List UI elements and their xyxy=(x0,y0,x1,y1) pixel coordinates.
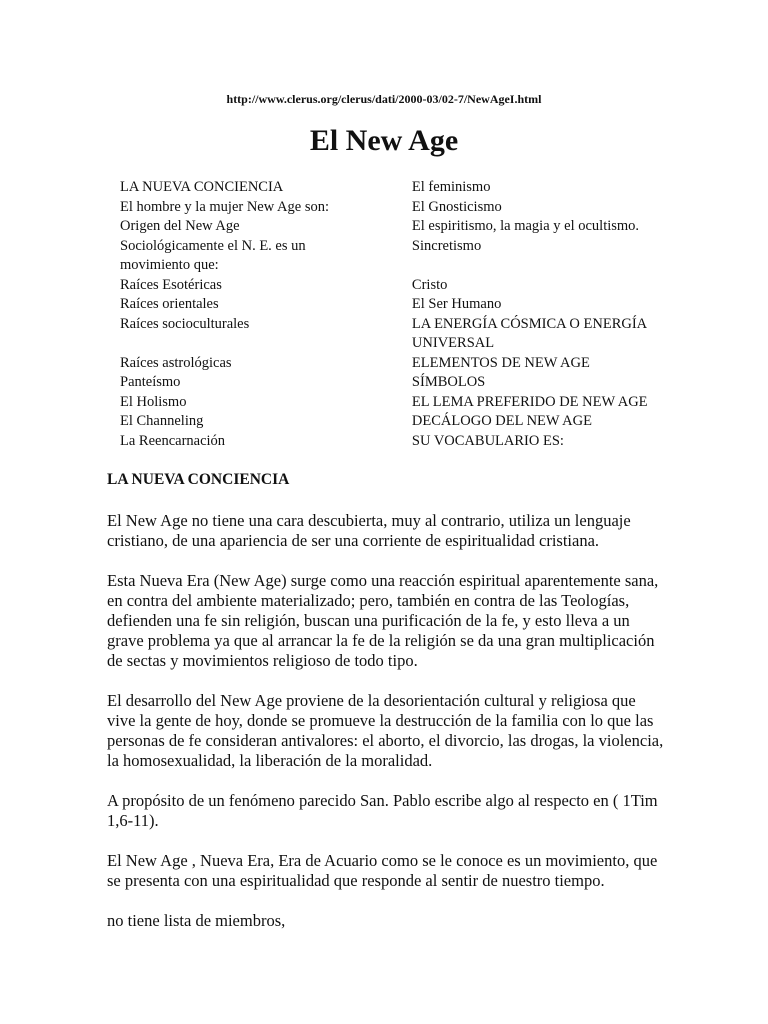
toc-item: El hombre y la mujer New Age son: xyxy=(120,198,329,215)
table-of-contents xyxy=(120,178,680,451)
toc-item: El Gnosticismo xyxy=(411,198,502,215)
source-url: http://www.clerus.org/clerus/dati/2000-03/02-7/NewAgeI.html xyxy=(226,92,542,106)
toc-item: Raíces orientales xyxy=(120,296,219,312)
toc-item: Origen del New Age xyxy=(120,218,240,234)
toc-item: DECÁLOGO DEL NEW AGE xyxy=(411,413,592,429)
toc-item: SÍMBOLOS xyxy=(411,374,486,390)
toc-item: Panteísmo xyxy=(120,374,181,390)
toc-item: El Channeling xyxy=(120,413,204,429)
toc-item: EL LEMA PREFERIDO DE NEW AGE xyxy=(411,393,648,410)
paragraph: Esta Nueva Era (New Age) surge como una reacción espiritual aparentemente sana, en contra del ambiente materializado; pero, también en contra de las Teologías, defienden una fe sin religión, buscan una purificación de la fe, y esto lleva a un grave problema ya que al arrancar la fe de la religión se da una gran multiplicación de sectas y movimientos religioso de todo tipo. xyxy=(107,571,659,670)
toc-spacer xyxy=(120,334,412,354)
toc-right-column xyxy=(412,178,680,451)
toc-item: Sociológicamente el N. E. es un movimiento que: xyxy=(120,237,306,273)
toc-item: Cristo xyxy=(411,276,448,293)
toc-item: Raíces Esotéricas xyxy=(120,276,222,293)
paragraph: no tiene lista de miembros, xyxy=(107,911,286,930)
section-content xyxy=(107,470,667,951)
toc-item: SU VOCABULARIO ES: xyxy=(411,432,564,449)
paragraph: El New Age no tiene una cara descubierta, muy al contrario, utiliza un lenguaje cristiano, de una apariencia de ser una corriente de espiritualidad cristiana. xyxy=(107,511,631,550)
toc-item: Sincretismo xyxy=(411,237,482,254)
toc-item: Raíces socioculturales xyxy=(120,315,250,332)
paragraph: El desarrollo del New Age proviene de la desorientación cultural y religiosa que vive la gente de hoy, donde se promueve la destrucción de la familia con lo que las personas de fe consideran antivalores: el aborto, el divorcio, las drogas, la violencia, la homosexualidad, la liberación de la moralidad. xyxy=(107,691,664,770)
paragraph: El New Age , Nueva Era, Era de Acuario como se le conoce es un movimiento, que se presenta con una espiritualidad que responde al sentir de nuestro tiempo. xyxy=(107,851,658,890)
toc-item: El Ser Humano xyxy=(411,296,502,312)
toc-item: El Holismo xyxy=(120,393,187,410)
paragraph: A propósito de un fenómeno parecido San. Pablo escribe algo al respecto en ( 1Tim 1,6-11). xyxy=(107,791,658,830)
toc-item: ELEMENTOS DE NEW AGE xyxy=(411,354,590,371)
toc-left-column xyxy=(120,178,412,451)
toc-item: El espiritismo, la magia y el ocultismo. xyxy=(411,218,640,234)
toc-spacer xyxy=(412,256,680,276)
page-title: El New Age xyxy=(309,124,459,157)
section-heading: LA NUEVA CONCIENCIA xyxy=(107,471,290,488)
toc-item: LA ENERGÍA CÓSMICA O ENERGÍA UNIVERSAL xyxy=(411,315,647,351)
toc-item: El feminismo xyxy=(411,179,491,195)
toc-item: Raíces astrológicas xyxy=(120,354,232,371)
toc-item: La Reencarnación xyxy=(120,432,226,449)
toc-item: LA NUEVA CONCIENCIA xyxy=(120,179,284,195)
